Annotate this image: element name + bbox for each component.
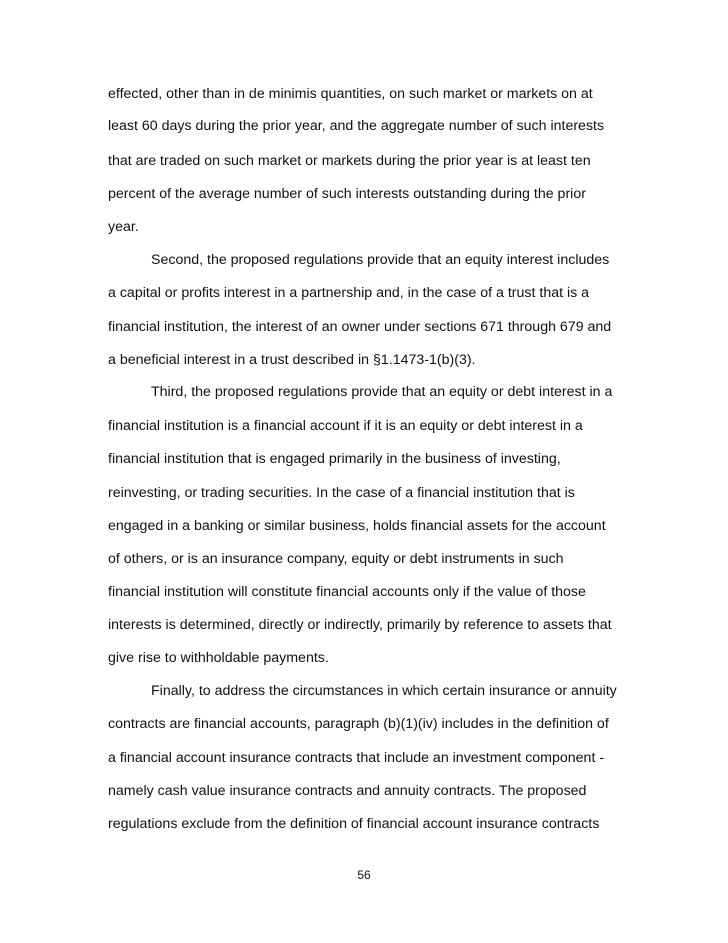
text-line: interests is determined, directly or indirectly, primarily by reference to assets that xyxy=(108,617,612,633)
text-line: reinvesting, or trading securities. In the case of a financial institution that is xyxy=(108,485,575,501)
text-line: a beneficial interest in a trust described in §1.1473-1(b)(3). xyxy=(108,352,476,368)
text-line: namely cash value insurance contracts and annuity contracts. The proposed xyxy=(108,783,587,799)
paragraph-first-line: Second, the proposed regulations provide that an equity interest includes xyxy=(151,252,610,268)
text-line: of others, or is an insurance company, equity or debt instruments in such xyxy=(108,551,564,567)
paragraph-first-line: Third, the proposed regulations provide that an equity or debt interest in a xyxy=(151,384,613,400)
text-line: a financial account insurance contracts that include an investment component - xyxy=(108,750,605,766)
text-line: engaged in a banking or similar business, holds financial assets for the account xyxy=(108,518,606,534)
text-line: financial institution is a financial account if it is an equity or debt interest in a xyxy=(108,418,583,434)
text-line: percent of the average number of such interests outstanding during the prior xyxy=(108,186,586,202)
text-line: year. xyxy=(108,219,139,235)
text-line: effected, other than in de minimis quantities, on such market or markets on at xyxy=(108,86,593,102)
page-number: 56 xyxy=(357,868,371,882)
text-line: financial institution will constitute financial accounts only if the value of those xyxy=(108,584,586,600)
text-line: give rise to withholdable payments. xyxy=(108,650,329,666)
paragraph-first-line: Finally, to address the circumstances in which certain insurance or annuity xyxy=(151,683,617,699)
text-line: a capital or profits interest in a partnership and, in the case of a trust that is a xyxy=(108,285,590,301)
text-line: financial institution, the interest of an owner under sections 671 through 679 and xyxy=(108,319,612,335)
text-line: contracts are financial accounts, paragraph (b)(1)(iv) includes in the definition of xyxy=(108,716,609,732)
text-line: regulations exclude from the definition of financial account insurance contracts xyxy=(108,816,600,832)
text-line: least 60 days during the prior year, and the aggregate number of such interests xyxy=(108,118,605,134)
text-line: that are traded on such market or markets during the prior year is at least ten xyxy=(108,153,591,169)
text-line: financial institution that is engaged primarily in the business of investing, xyxy=(108,451,561,467)
